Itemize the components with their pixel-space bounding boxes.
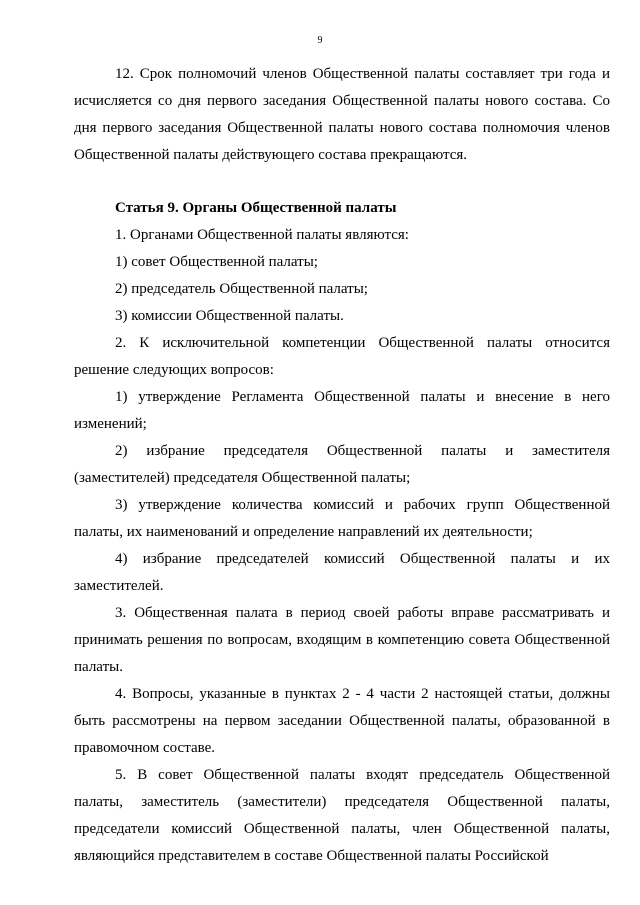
document-body [74,61,610,870]
list-item-2-3: 3) утверждение количества комиссий и рабочих групп Общественной палаты, их наименований и определение направлений их деятельности; [74,497,610,540]
paragraph-2: 2. К исключительной компетенции Общественной палаты относится решение следующих вопросов: [74,335,610,378]
page-number: 9 [317,35,323,46]
paragraph-5: 5. В совет Общественной палаты входят председатель Общественной палаты, заместитель (заместители) председателя Общественной палаты, председатели комиссий Общественной палаты, член Общественной палаты, являющийся представителем в составе Общественной палаты Российской [74,767,610,864]
paragraph-1: 1. Органами Общественной палаты являются: [115,227,409,243]
list-item-2-1: 1) утверждение Регламента Общественной палаты и внесение в него изменений; [74,389,610,432]
article-heading: Статья 9. Органы Общественной палаты [115,200,397,216]
list-item-2-2: 2) избрание председателя Общественной палаты и заместителя (заместителей) председателя Общественной палаты; [74,443,610,486]
paragraph-4: 4. Вопросы, указанные в пунктах 2 - 4 части 2 настоящей статьи, должны быть рассмотрены на первом заседании Общественной палаты, образованной в правомочном составе. [74,686,610,756]
list-item-2-4: 4) избрание председателей комиссий Общественной палаты и их заместителей. [74,551,610,594]
list-item-1-2: 2) председатель Общественной палаты; [115,281,368,297]
paragraph-3: 3. Общественная палата в период своей работы вправе рассматривать и принимать решения по вопросам, входящим в компетенцию совета Общественной палаты. [74,605,610,675]
paragraph-12: 12. Срок полномочий членов Общественной палаты составляет три года и исчисляется со дня первого заседания Общественной палаты нового состава. Со дня первого заседания Общественной палаты нового состава полномочия членов Общественной палаты действующего состава прекращаются. [74,66,610,163]
list-item-1-1: 1) совет Общественной палаты; [115,254,318,270]
list-item-1-3: 3) комиссии Общественной палаты. [115,308,344,324]
